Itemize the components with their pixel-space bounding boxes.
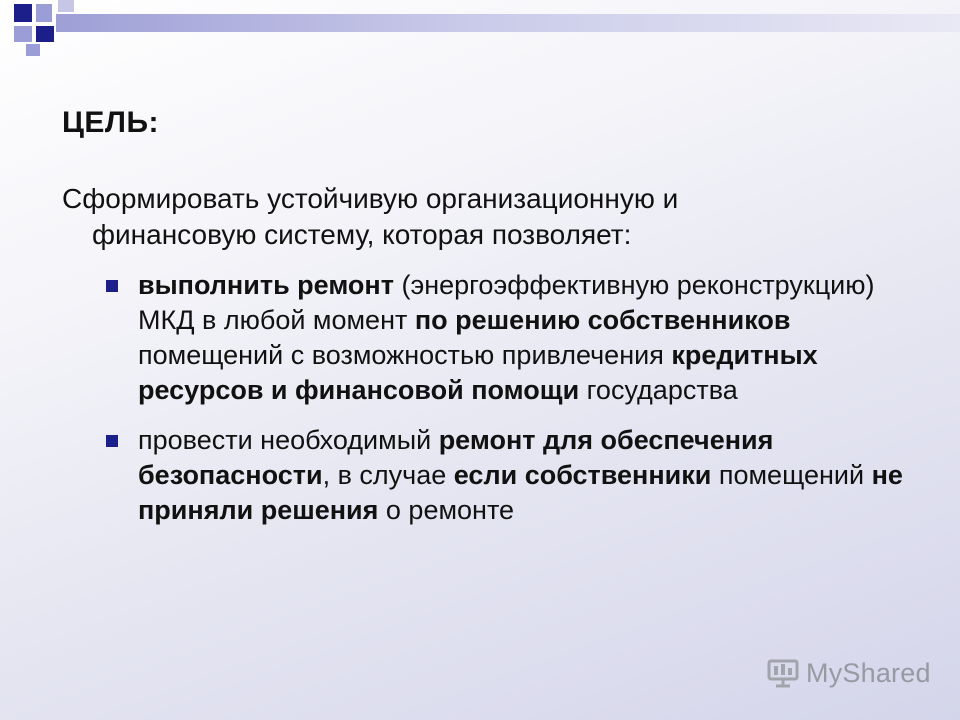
corner-square-dark-1 [14, 4, 32, 22]
bullet-emphasis-text: кредитных ресурсов и финансовой помощи [138, 340, 818, 405]
bullet-plain-text: о ремонте [378, 495, 515, 525]
bullet-emphasis-text: по решению собственников [414, 305, 791, 335]
bullet-text [138, 270, 875, 405]
presentation-screen-icon [766, 656, 800, 690]
square-bullet-icon [106, 280, 118, 292]
corner-square-light-3 [26, 44, 40, 56]
bullet-plain-text: помещений [711, 460, 872, 490]
bullet-text [138, 425, 903, 525]
square-bullet-icon [106, 435, 118, 447]
bullet-plain-text: (энергоэффективную реконструкцию) МКД в любой момент [138, 270, 875, 335]
bullet-item [104, 268, 904, 408]
bullet-list [104, 268, 904, 543]
bullet-item [104, 423, 904, 528]
bullet-emphasis-text: не приняли решения [138, 460, 903, 525]
bullet-plain-text: , в случае [322, 460, 454, 490]
corner-square-light-2 [14, 26, 32, 42]
bullet-emphasis-text: ремонт для обеспечения безопасности [138, 425, 774, 490]
corner-square-dark-2 [36, 26, 54, 42]
myshared-watermark [766, 654, 931, 692]
watermark-text: MyShared [806, 657, 931, 688]
corner-square-light-1 [36, 4, 52, 22]
slide-intro: Сформировать устойчивую организационную и финансовую систему, которая позволяет: [62, 183, 679, 250]
bullet-plain-text: помещений с возможностью привлечения [138, 340, 672, 370]
bullet-plain-text: провести необходимый [138, 425, 439, 455]
corner-square-pale-1 [58, 0, 74, 12]
bullet-emphasis-text: выполнить ремонт [138, 270, 394, 300]
bullet-plain-text: государства [579, 375, 738, 405]
bullet-emphasis-text: если собственники [453, 460, 712, 490]
header-gradient-bar [56, 14, 960, 32]
slide-title: ЦЕЛЬ: [62, 106, 160, 139]
